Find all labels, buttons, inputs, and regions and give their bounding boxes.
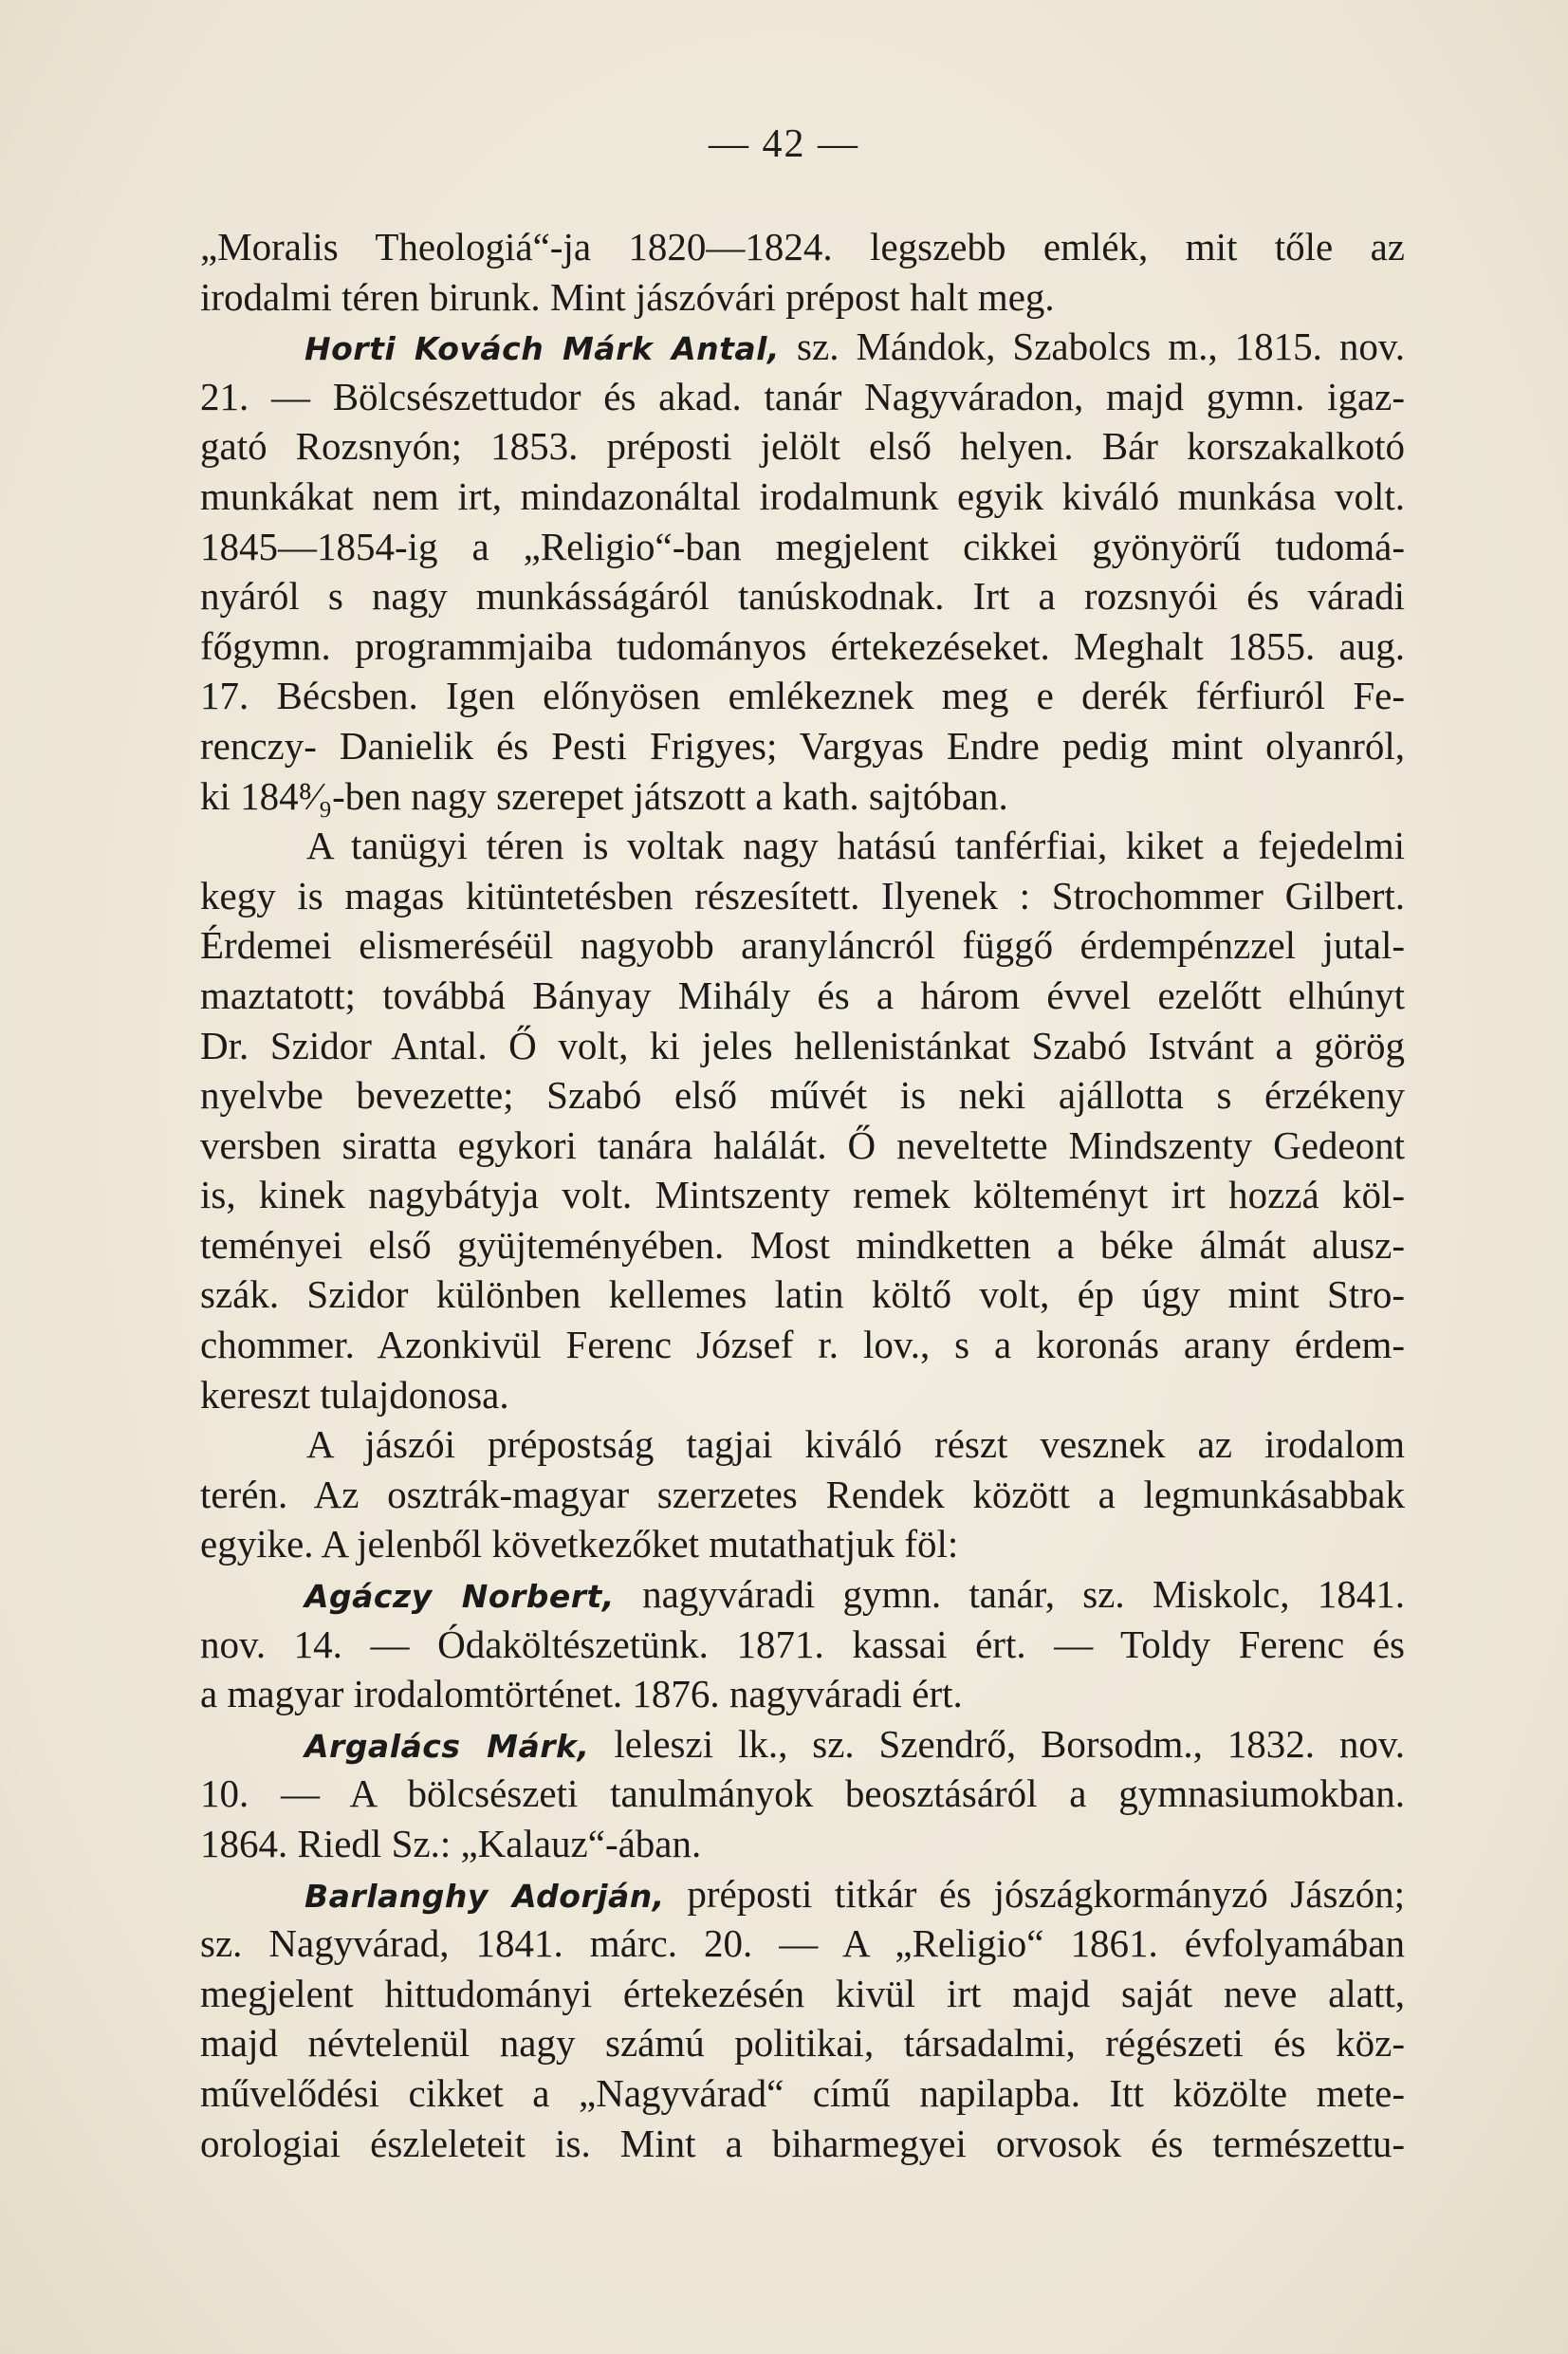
text-line: terén. Az osztrák-magyar szerzetes Rendek között a legmunkásabbak xyxy=(200,1472,1405,1516)
text-line: Barlanghy Adorján, préposti titkár és jószágkormányzó Jászón; xyxy=(304,1871,1405,1916)
body-text xyxy=(200,222,1405,2168)
text-line: a magyar irodalomtörténet. 1876. nagyváradi ért. xyxy=(200,1672,963,1716)
text-line: Argalács Márk, leleszi lk., sz. Szendrő, Borsodm., 1832. nov. xyxy=(304,1721,1405,1766)
biography-entry xyxy=(200,1869,1405,2169)
person-name: Barlanghy Adorján, xyxy=(304,1877,665,1915)
biography-entry xyxy=(200,322,1405,821)
text-line: nyáról s nagy munkásságáról tanúskodnak. Irt a rozsnyói és váradi xyxy=(200,574,1405,619)
text-line: irodalmi téren birunk. Mint jászóvári prépost halt meg. xyxy=(200,274,1055,319)
text-line: nyelvbe bevezette; Szabó első művét is neki ajállotta s érzékeny xyxy=(200,1073,1405,1118)
text-line: A tanügyi téren is voltak nagy hatású tanférfiai, kiket a fejedelmi xyxy=(306,824,1405,868)
person-name: Argalács Márk, xyxy=(304,1727,590,1765)
text-line: főgymn. programmjaiba tudományos értekezéseket. Meghalt 1855. aug. xyxy=(200,623,1405,668)
text-line: munkákat nem irt, mindazonáltal irodalmunk egyik kiváló munkása volt. xyxy=(200,473,1405,518)
text-line: ki 184⁸⁄₉-ben nagy szerepet játszott a kath. sajtóban. xyxy=(200,773,1008,818)
text-line: kereszt tulajdonosa. xyxy=(200,1372,509,1417)
person-name: Agáczy Norbert, xyxy=(304,1578,615,1616)
text-line: teményei első gyüjteményében. Most mindketten a béke álmát alusz- xyxy=(200,1222,1405,1267)
person-name: Horti Kovách Márk Antal, xyxy=(304,330,780,368)
text-line: 21. — Bölcsészettudor és akad. tanár Nagyváradon, majd gymn. igaz- xyxy=(200,374,1405,418)
text-line: Dr. Szidor Antal. Ő volt, ki jeles hellenistánkat Szabó Istvánt a görög xyxy=(200,1023,1405,1067)
text-line: nov. 14. — Ódaköltészetünk. 1871. kassai ért. — Toldy Ferenc és xyxy=(200,1622,1405,1666)
text-line: 1864. Riedl Sz.: „Kalauz“-ában. xyxy=(200,1822,702,1865)
page-number: — 42 — xyxy=(709,122,859,166)
text-line: A jászói prépostság tagjai kiváló részt vesznek az irodalom xyxy=(306,1422,1405,1467)
text-line: 10. — A bölcsészeti tanulmányok beosztásáról a gymnasiumokban. xyxy=(200,1771,1405,1816)
text-line: orologiai észleleteit is. Mint a biharmegyei orvosok és természettu- xyxy=(200,2121,1405,2165)
text-line: Horti Kovách Márk Antal, sz. Mándok, Szabolcs m., 1815. nov. xyxy=(304,324,1405,369)
paragraph xyxy=(200,821,1405,1419)
text-line: művelődési cikket a „Nagyvárad“ című napilapba. Itt közölte mete- xyxy=(200,2070,1405,2115)
text-line: gató Rozsnyón; 1853. préposti jelölt első helyen. Bár korszakalkotó xyxy=(200,424,1405,469)
text-line: „Moralis Theologiá“-ja 1820—1824. legszebb emlék, mit tőle az xyxy=(200,225,1405,269)
paragraph xyxy=(200,1419,1405,1569)
text-line: 1845—1854-ig a „Religio“-ban megjelent cikkei gyönyörű tudomá- xyxy=(200,524,1405,568)
biography-entry xyxy=(200,1719,1405,1869)
text-line: Érdemei elismeréséül nagyobb aranyláncról függő érdempénzzel jutal- xyxy=(200,923,1405,968)
text-line: kegy is magas kitüntetésben részesített. Ilyenek : Strochommer Gilbert. xyxy=(200,873,1405,918)
text-line: szák. Szidor különben kellemes latin költő volt, ép úgy mint Stro- xyxy=(200,1272,1405,1317)
text-line: Agáczy Norbert, nagyváradi gymn. tanár, sz. Miskolc, 1841. xyxy=(304,1572,1405,1617)
text-line: sz. Nagyvárad, 1841. márc. 20. — A „Religio“ 1861. évfolyamában xyxy=(200,1921,1405,1966)
text-line: majd névtelenül nagy számú politikai, társadalmi, régészeti és köz- xyxy=(200,2021,1405,2066)
text-line: maztatott; továbbá Bányay Mihály és a három évvel ezelőtt elhúnyt xyxy=(200,973,1405,1017)
text-line: egyike. A jelenből következőket mutathatjuk föl: xyxy=(200,1522,959,1566)
paragraph xyxy=(200,222,1405,322)
text-line: is, kinek nagybátyja volt. Mintszenty remek költeményt irt hozzá köl- xyxy=(200,1173,1405,1217)
text-line: versben siratta egykori tanára halálát. Ő neveltette Mindszenty Gedeont xyxy=(200,1122,1405,1167)
text-line: 17. Bécsben. Igen előnyösen emlékeznek meg e derék férfiuról Fe- xyxy=(200,674,1405,718)
text-line: megjelent hittudományi értekezésén kivül irt majd saját neve alatt, xyxy=(200,1971,1405,2015)
text-line: renczy- Danielik és Pesti Frigyes; Vargyas Endre pedig mint olyanról, xyxy=(200,723,1405,768)
biography-entry xyxy=(200,1569,1405,1719)
text-line: chommer. Azonkivül Ferenc József r. lov., s a koronás arany érdem- xyxy=(200,1323,1405,1367)
